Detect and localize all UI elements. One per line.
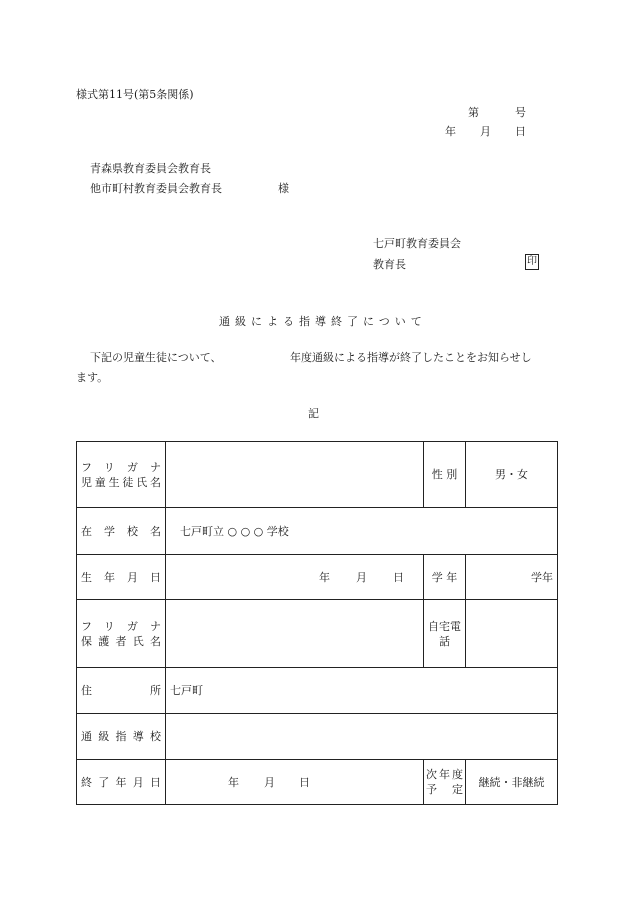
school-value[interactable]: 七戸町立 ○ ○ ○ 学校: [166, 508, 558, 555]
birth-year-unit: 年: [319, 570, 330, 584]
table-row-address: [77, 668, 558, 714]
phone-label-line-2: 話: [439, 634, 450, 648]
sender-title: 教育長: [373, 258, 406, 271]
table-row-instruction-school: [77, 714, 558, 760]
grade-value[interactable]: 学年: [466, 555, 558, 600]
seal-stamp: 印: [525, 254, 539, 270]
birth-day-unit: 日: [393, 570, 404, 584]
body-text-c: ます。: [76, 371, 109, 384]
address-value[interactable]: 七戸町: [166, 668, 558, 714]
form-table: [76, 441, 558, 805]
addressee-line-2: 他市町村教育委員会教育長: [90, 182, 222, 195]
date-month: 月: [480, 125, 491, 138]
next-year-label-line-2: 予 定: [426, 783, 463, 796]
table-row-guardian: [77, 600, 558, 668]
phone-field[interactable]: [466, 600, 558, 668]
next-year-label-cell: [424, 760, 466, 805]
gender-value[interactable]: 男・女: [466, 442, 558, 508]
address-label: 住 所: [77, 668, 166, 714]
next-year-label-line-1: 次年度: [426, 768, 463, 781]
school-label: 在学校名: [77, 508, 166, 555]
birth-label: 生年月日: [77, 555, 166, 600]
guardian-name-label: 保護者氏名: [81, 634, 161, 648]
table-row-school: [77, 508, 558, 555]
birth-month-unit: 月: [356, 570, 367, 584]
addressee-line-1: 青森県教育委員会教育長: [90, 162, 211, 175]
end-year-unit: 年: [228, 775, 239, 789]
instruction-school-label: 通級指導校: [77, 714, 166, 760]
body-text-a: 下記の児童生徒について、: [90, 351, 222, 364]
phone-label-line-1: 自宅電: [428, 619, 461, 633]
form-number: 様式第11号(第5条関係): [76, 88, 194, 101]
guardian-furigana-label: フリガナ: [81, 619, 161, 633]
grade-label: 学 年: [424, 555, 466, 600]
student-name-label: 児童生徒氏名: [81, 475, 161, 489]
next-year-value[interactable]: 継続・非継続: [466, 760, 558, 805]
table-row-birth: [77, 555, 558, 600]
end-day-unit: 日: [299, 775, 310, 789]
student-label-cell: [77, 442, 166, 508]
student-name-field[interactable]: [166, 442, 424, 508]
addressee-honorific: 様: [278, 182, 289, 195]
date-year: 年: [445, 125, 456, 138]
gender-label: 性 別: [424, 442, 466, 508]
date-day: 日: [515, 125, 526, 138]
doc-number-suffix: 号: [515, 106, 526, 119]
document-title: 通級による指導終了について: [219, 315, 427, 328]
table-row-student: [77, 442, 558, 508]
table-row-end-date: [77, 760, 558, 805]
end-date-label: 終了年月日: [77, 760, 166, 805]
end-date-field[interactable]: [166, 760, 424, 805]
birth-date-field[interactable]: [166, 555, 424, 600]
doc-number-prefix: 第: [468, 106, 479, 119]
sender-org: 七戸町教育委員会: [373, 237, 461, 250]
guardian-label-cell: [77, 600, 166, 668]
phone-label-cell: [424, 600, 466, 668]
instruction-school-field[interactable]: [166, 714, 558, 760]
body-text-b: 年度通級による指導が終了したことをお知らせし: [290, 351, 532, 364]
end-month-unit: 月: [264, 775, 275, 789]
student-furigana-label: フリガナ: [81, 460, 161, 474]
guardian-name-field[interactable]: [166, 600, 424, 668]
ki-heading: 記: [308, 407, 319, 420]
